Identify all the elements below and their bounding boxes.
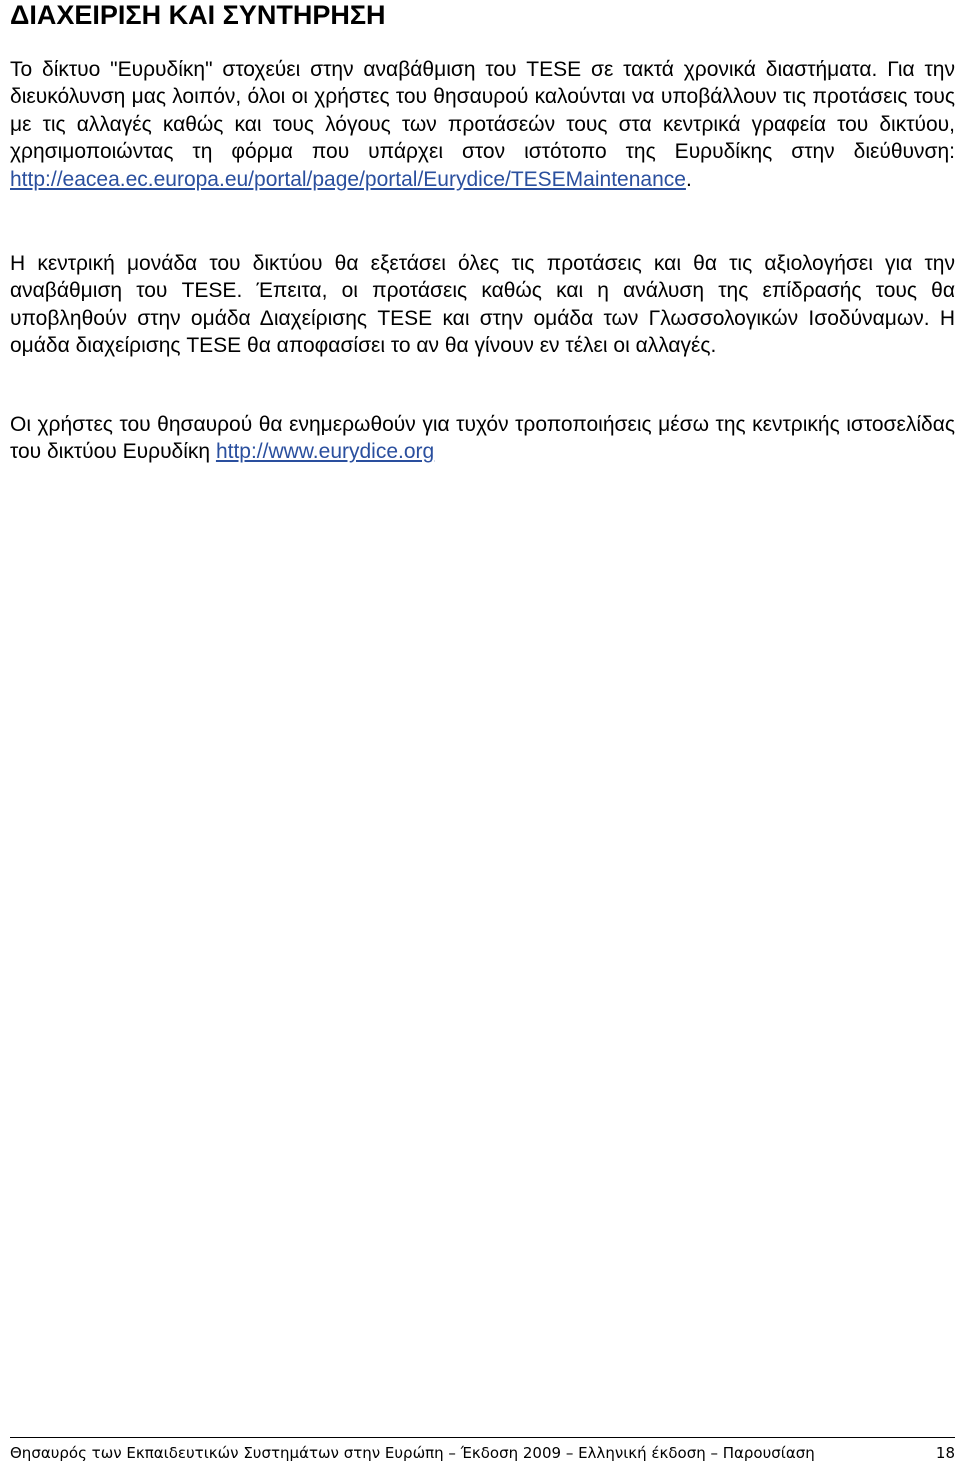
eurydice-website-link[interactable]: http://www.eurydice.org [215,440,435,464]
page-number: 18 [935,1444,955,1462]
paragraph-submissions [10,56,955,193]
section-heading: ΔΙΑΧΕΙΡΙΣΗ ΚΑΙ ΣΥΝΤΗΡΗΣΗ [10,0,386,30]
footer-title: Θησαυρός των Εκπαιδευτικών Συστημάτων στην Ευρώπη – Έκδοση 2009 – Ελληνική έκδοση – Παρουσίαση [10,1444,815,1462]
paragraph-evaluation: Η κεντρική μονάδα του δικτύου θα εξετάσει όλες τις προτάσεις και θα τις αξιολογήσει για την αναβάθμιση του TESE. Έπειτα, οι προτάσεις καθώς και η ανάλυση της επίδρασής τους θα υποβληθούν στην ομάδα Διαχείρισης TESE και στην ομάδα των Γλωσσολογικών Ισοδύναμων. Η ομάδα διαχείρισης TESE θα αποφασίσει το αν θα γίνουν εν τέλει οι αλλαγές. [10,252,955,358]
paragraph-submissions-text: Το δίκτυο "Ευρυδίκη" στοχεύει στην αναβάθμιση του TESE σε τακτά χρονικά διαστήματα. Για την διευκόλυνση μας λοιπόν, όλοι οι χρήστες του θησαυρού καλούνται να υποβάλλουν τις προτάσεις τους με τις αλλαγές καθώς και τους λόγους των προτάσεών τους στα κεντρικά γραφεία του δικτύου, χρησιμοποιώντας τη φόρμα που υπάρχει στον ιστότοπο της Ευρυδίκης στην διεύθυνση: [10,58,955,164]
paragraph-submissions-period: . [685,167,692,191]
paragraph-notification-text: Οι χρήστες του θησαυρού θα ενημερωθούν για τυχόν τροποποιήσεις μέσω της κεντρικής ιστοσελίδας του δικτύου Ευρυδίκη [10,413,955,464]
paragraph-notification [10,411,955,466]
page-footer [10,1437,955,1462]
tese-maintenance-link[interactable]: http://eacea.ec.europa.eu/portal/page/portal/Eurydice/TESEMaintenance [10,167,686,191]
